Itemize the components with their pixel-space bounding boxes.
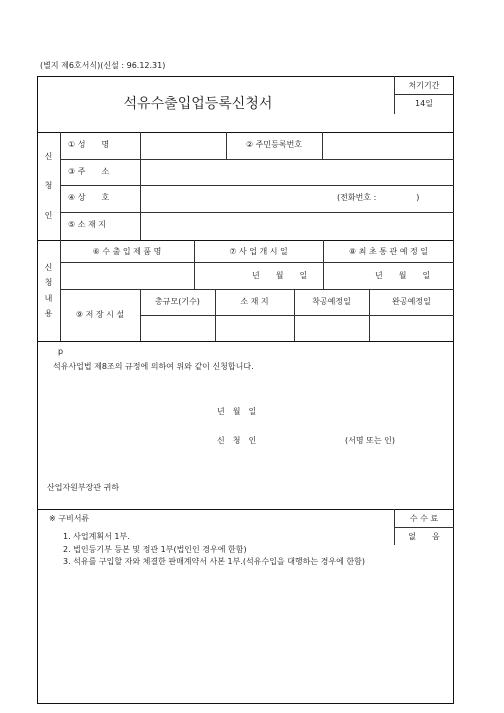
location-label: ⑤ 소 재 지 <box>68 220 106 229</box>
name-label: ① 성 명 <box>68 140 110 149</box>
divider <box>60 289 454 290</box>
storage-col-header: 소 재 지 <box>240 297 269 306</box>
divider <box>394 94 454 95</box>
applicant-signature-label: 신 청 인 <box>217 436 257 445</box>
declaration-marker: p <box>58 347 64 356</box>
first-customs-label: ⑧ 최 초 통 관 예 정 일 <box>348 247 429 256</box>
id-number-field[interactable] <box>323 133 453 158</box>
name-field[interactable] <box>141 133 225 158</box>
storage-capacity-field[interactable] <box>141 316 214 340</box>
content-section-char: 청 <box>44 278 53 287</box>
storage-facility-label: ⑨ 저 장 시 설 <box>75 310 125 319</box>
divider <box>37 341 454 342</box>
applicant-section-char: 청 <box>44 181 53 190</box>
content-section-char: 내 <box>44 294 53 303</box>
form-reference: (별지 제6호서식)(신설 : 96.12.31) <box>40 61 166 70</box>
address-field[interactable] <box>141 160 453 184</box>
business-start-label: ⑦ 사 업 개 시 일 <box>229 247 288 256</box>
divider <box>60 132 61 240</box>
fee-label: 수 수 료 <box>409 514 439 523</box>
content-section-char: 용 <box>44 309 53 318</box>
phone-label: (전화번호 : ) <box>337 193 420 202</box>
business-start-date[interactable]: 년 월 일 <box>252 271 308 280</box>
storage-col-header: 완공예정일 <box>392 297 431 306</box>
form-title: 석유수출입업등록신청서 <box>123 96 273 112</box>
required-doc-item: 1. 사업계획서 1부. <box>63 532 130 541</box>
recipient: 산업자원부장관 귀하 <box>47 483 120 492</box>
address-label: ③ 주 소 <box>68 167 110 176</box>
required-doc-item: 2. 법인등기부 등본 및 정관 1부(법인인 경우에 한함) <box>63 545 247 554</box>
storage-col-header: 착공예정일 <box>312 297 351 306</box>
fee-value: 없 음 <box>408 532 440 541</box>
product-name-label: ⑥ 수 출 입 제 품 명 <box>92 247 162 256</box>
processing-label: 처기기간 <box>408 81 440 90</box>
divider <box>37 240 454 241</box>
applicant-section-char: 신 <box>44 152 53 161</box>
divider <box>394 527 454 528</box>
required-docs-header: ※ 구비서류 <box>49 514 90 523</box>
first-customs-date[interactable]: 년 월 일 <box>375 271 431 280</box>
storage-col-header: 총규모(기수) <box>155 297 200 306</box>
content-section-char: 신 <box>44 263 53 272</box>
trade-name-label: ④ 상 호 <box>68 193 110 202</box>
divider <box>37 509 454 510</box>
storage-location-field[interactable] <box>216 316 293 340</box>
construction-start-field[interactable] <box>295 316 368 340</box>
trade-name-field[interactable] <box>141 186 331 211</box>
completion-date-field[interactable] <box>370 316 453 340</box>
signature-note: (서명 또는 인) <box>345 436 395 445</box>
processing-value: 14일 <box>415 99 433 108</box>
required-doc-item: 3. 석유를 구입할 자와 체결한 판매계약서 사본 1부.(석유수입을 대행하는 경우에 한함) <box>63 557 365 566</box>
id-number-label: ② 주민등록번호 <box>245 140 303 149</box>
declaration-text: 석유사업법 제8조의 규정에 의하여 위와 같이 신청합니다. <box>53 362 254 371</box>
product-name-field[interactable] <box>61 263 193 288</box>
declaration-date[interactable]: 년 월 일 <box>217 407 257 416</box>
location-field[interactable] <box>141 213 453 239</box>
applicant-section-char: 인 <box>44 211 53 220</box>
